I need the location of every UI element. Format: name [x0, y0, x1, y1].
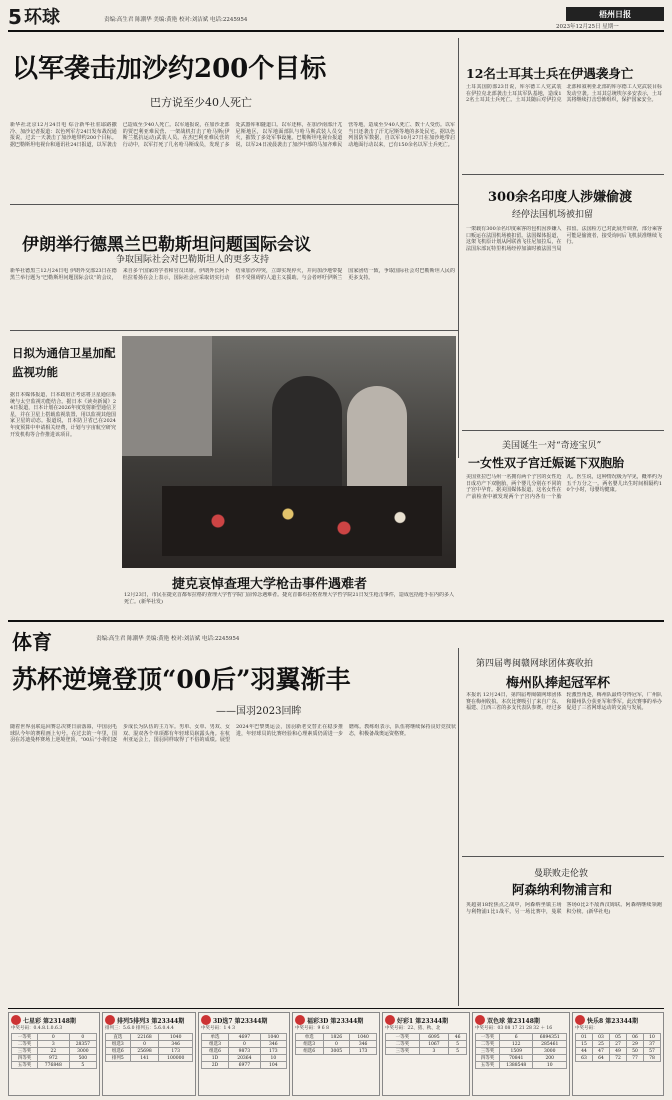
photo-candles — [162, 486, 442, 556]
article-gaza-strikes: 新华社北京12月24日电 综合新华社驻耶路撒冷、加沙记者报道：以色列军方24日发布战况通报说，过去一天袭击了加沙地带约200个目标。据巴勒斯坦电视台和通讯社24日报道，以军袭击已造成至少40人死亡。以军通报说，在加沙北部的贾巴利亚难民营、一架战机打击了哈马斯(伊斯兰抵抗运动)武装人员。在杰巴利亚难民营的行动中，以军打死了几名哈马斯成员，发现了多处武器库和隧道口。以军还称，在加沙南部汗尤尼斯地区，以军地面部队与哈马斯武装人员交火，摧毁了多处军事设施。巴勒斯坦电视台报道说，以军24日凌晨袭击了加沙中部的马加齐难民营等地，造成至少40人死亡、数十人受伤。以军当日还袭击了汗尤尼斯等地的多处民宅。据以色列国防军数据，自以军10月27日在加沙地带启动地面行动以来，已有150余名以军士兵死亡。 — [10, 122, 455, 148]
lottery-box: 七星彩 第23148期 中奖号码：0.4.8.1.0.6.3 一等奖 0 0 二等奖 3 28357 三等奖 22 3000 四等奖 972 500 五等奖 776848 5 — [8, 1012, 100, 1096]
headline-badminton: 苏杯逆境登顶“00后”羽翼渐丰 — [12, 665, 351, 694]
headline-turkish-soldiers: 12名士耳其士兵在伊遇袭身亡 — [466, 66, 634, 81]
sports-rule — [8, 620, 664, 622]
prize-table: 一等奖 6 6894351 二等奖 122 285461 三等奖 1509 3000 四等奖 70841 200 五等奖 1388548 10 — [475, 1033, 567, 1069]
lottery-icon — [105, 1015, 115, 1025]
headline-twins: 一女性双子宫迁娠诞下双胞胎 — [468, 456, 625, 470]
header-rule — [8, 30, 664, 32]
lottery-icon — [575, 1015, 585, 1025]
divider — [462, 430, 664, 431]
photo-person — [347, 386, 407, 496]
kicker-tennis: 第四届粤闽赣网球团体赛收拍 — [476, 659, 594, 669]
article-twins: 美国亚拉巴马州一名拥有两个子宫的女性近日成功产下双胞胎，两个婴儿分别在不同的子宫中孕育。据美国媒体报道，这名女性在产前检查中被发现两个子宫内各有一个胎儿。医生说，这种情况极为罕见，概率约为五千万分之一。两名婴儿出生时间相隔约10个小时，母婴均健康。 — [466, 474, 662, 500]
lottery-box: 双色球 第23148期 中奖号码：03 08 17 21 28 32 ＋ 16 一等奖 6 6894351 二等奖 122 285461 三等奖 1509 3000 四等奖 70841 200 五等奖 1388548 10 — [472, 1012, 570, 1096]
section-title: 环球 — [24, 7, 60, 28]
divider — [10, 330, 458, 331]
lottery-box: 福彩3D 第23344期 中奖号码：9 6 8 单选 1826 1040 组选3 0 346 组选6 3005 173 — [292, 1012, 380, 1096]
lottery-icon — [475, 1015, 485, 1025]
header-date: 2023年12月25日 星期一 — [556, 24, 619, 30]
lottery-icon — [11, 1015, 21, 1025]
lottery-box: 排列5排列3 第23344期 排列三：5.6.0 排列五：5.6.0.4.4 直选 22168 1040 组选3 0 346 组选6 25698 173 排列5 141 100000 — [102, 1012, 196, 1096]
article-premier-league: 英超第18轮焦点之战中，阿森纳坐镇主场与利物浦1比1战平。另一场比赛中，曼联客场0比2不敌西汉姆联。阿森纳继续领跑积分榜。(新华社电) — [466, 902, 662, 915]
article-tehran-conference: 新华社德黑兰12月24日电 伊朗外交部23日在德黑兰举行题为“巴勒斯坦问题国际会议”的会议，来自多个国家的学者和官员出席。伊朗外长阿卜杜拉希扬在会上表示，国际社会应采取切实行动结束加沙冲突，立即实现停火，并向加沙地带提供不受阻碍的人道主义援助。与会者呼吁伊斯兰国家团结一致，争取国际社会对巴勒斯坦人民的更多支持。 — [10, 268, 455, 281]
article-japan-satellite: 据日本媒体报道，日本政府正考虑将卫星通信系统与太空监视功能结合。据日本《读卖新闻》24日报道，日本计划在2026年度发射新型通信卫星，并在卫星上搭载监视装置，用以监视其他国家卫星的动态。报道说，日本防卫省已在2024年度预算中申请相关经费，计划与宇宙航空研究开发机构等合作推进该项目。 — [10, 392, 116, 438]
headline-tehran-conference: 伊朗举行德黑兰巴勒斯坦问题国际会议 — [22, 235, 311, 255]
subhead-badminton: ——国羽2023回眸 — [216, 706, 302, 717]
divider — [458, 648, 459, 1006]
lottery-box: 好彩1 第23344期 中奖号码：22、猪、秋、北 一等奖 6095 46 二等奖 1067 5 三等奖 3 5 — [382, 1012, 470, 1096]
divider — [10, 204, 458, 205]
subhead-gaza-strikes: 巴方说至少40人死亡 — [150, 96, 252, 109]
divider — [462, 174, 664, 175]
article-tennis: 本报讯 12月24日，第四届粤闽赣网球团体赛在梅州收拍。本次比赛吸引了来自广东、福建、江西三省的多支代表队参赛。经过多轮激烈角逐，梅州队最终夺得冠军，广州队和赣州队分获亚军和季军。此次赛事的举办促进了三省网球运动的交流与发展。 — [466, 692, 662, 712]
prize-table: 单选 4697 1040 组选3 0 346 组选6 9873 173 1D 20364 10 2D 6977 104 — [201, 1033, 287, 1069]
article-indian-passengers: 一架载有300余名印度乘客的包机因涉嫌人口贩运在法国机场被扣留。法国媒体报道，这架飞机原计划从阿联酋飞往尼加拉瓜，在法国东部瓦特里机场经停加油时被法国当局扣留。法国检方已对此展开调查，部分乘客可能是偷渡者，接受询问后飞机获准继续飞行。 — [466, 226, 662, 252]
headline-japan-satellite-text: 日拟为通信卫星加配监视功能 — [12, 346, 116, 379]
headline-premier-league: 阿森纳利物浦言和 — [512, 882, 613, 897]
header-credits: 责编:高生君 陈潮华 美编:黄艳 校对:刘洁斌 电话:2245954 — [104, 17, 248, 23]
lottery-icon — [385, 1015, 395, 1025]
lottery-box: 快乐8 第23344期 中奖号码： 01 03 05 06 10 15 25 27 29 37 44 47 49 50 57 63 64 72 77 78 — [572, 1012, 664, 1096]
photo-caption: 12月23日，市民在捷克首都布拉格的查理大学哲学院门前悼念遇难者。捷克首都布拉格查理大学哲学院21日发生枪击事件，造成包括枪手在内的多人死亡。(新华社发) — [124, 592, 454, 605]
subhead-indian-passengers: 经停法国机场被扣留 — [512, 210, 594, 220]
photo-window — [122, 336, 212, 456]
lottery-icon — [295, 1015, 305, 1025]
photo-caption-title: 捷克哀悼查理大学枪击事件遇难者 — [172, 577, 368, 592]
news-photo — [122, 336, 456, 568]
prize-table: 直选 22168 1040 组选3 0 346 组选6 25698 173 排列5 141 100000 — [105, 1033, 193, 1062]
headline-indian-passengers: 300余名印度人涉嫌偷渡 — [488, 190, 633, 205]
divider — [462, 856, 664, 857]
article-turkish-soldiers: 土耳其国防部23日说，库尔德工人党武装在伊拉克北部袭击土耳其军队基地，造成12名土耳其士兵死亡。土耳其随后对伊拉克北部和叙利亚北部的库尔德工人党武装目标发动空袭。土耳其总统埃尔多安表示，土耳其将继续打击恐怖组织，保护国家安全。 — [466, 84, 662, 104]
kicker-premier-league: 曼联败走伦敦 — [534, 869, 589, 879]
masthead-logo: 梧州日报 — [566, 7, 664, 21]
headline-gaza-strikes: 以军袭击加沙约200个目标 — [12, 54, 327, 84]
sports-credits: 责编:高生君 陈潮华 美编:黄艳 校对:刘洁斌 电话:2245954 — [96, 636, 240, 642]
sports-section-title: 体育 — [12, 630, 52, 654]
article-badminton: 随着世界羽联巡回赛总决赛日前落幕，中国羽毛球队今年的赛程画上句号。在过去的一年里，国羽在苏迪曼杯赛场上逆境登顶，“00后”小将们逐步成长为队伍的主力军。男单、女单、男双、女双、混双各个单项都有年轻球员崭露头角。在杭州亚运会上，国羽同样取得了不俗的成绩。展望2024年巴黎奥运会，国羽新老交替正在稳步推进，年轻球员的比赛经验和心理素质仍需进一步磨练。教练组表示，队伍将继续保持良好竞技状态，积极备战奥运资格赛。 — [10, 724, 456, 744]
photo-person — [272, 376, 342, 496]
prize-table: 一等奖 6095 46 二等奖 1067 5 三等奖 3 5 — [385, 1033, 467, 1055]
page-number: 5 — [8, 5, 22, 29]
lottery-box: 3D选7 第23344期 中奖号码：1 4 3 单选 4697 1040 组选3 0 346 组选6 9873 173 1D 20364 10 2D 6977 104 — [198, 1012, 290, 1096]
page-header — [8, 6, 664, 28]
headline-tennis: 梅州队捧起冠军杯 — [506, 676, 611, 691]
prize-table: 单选 1826 1040 组选3 0 346 组选6 3005 173 — [295, 1033, 377, 1055]
lottery-icon — [201, 1015, 211, 1025]
prize-table: 一等奖 0 0 二等奖 3 28357 三等奖 22 3000 四等奖 972 500 五等奖 776848 5 — [11, 1033, 97, 1069]
kicker-twins: 美国诞生一对“奇迹宝贝” — [502, 441, 602, 451]
subhead-tehran-conference: 争取国际社会对巴勒斯坦人的更多支持 — [116, 255, 270, 265]
lottery-rule — [8, 1008, 664, 1009]
divider — [458, 38, 459, 458]
headline-japan-satellite — [12, 344, 118, 382]
number-grid: 01 03 05 06 10 15 25 27 29 37 44 47 49 50 57 63 64 72 77 78 — [575, 1033, 661, 1062]
